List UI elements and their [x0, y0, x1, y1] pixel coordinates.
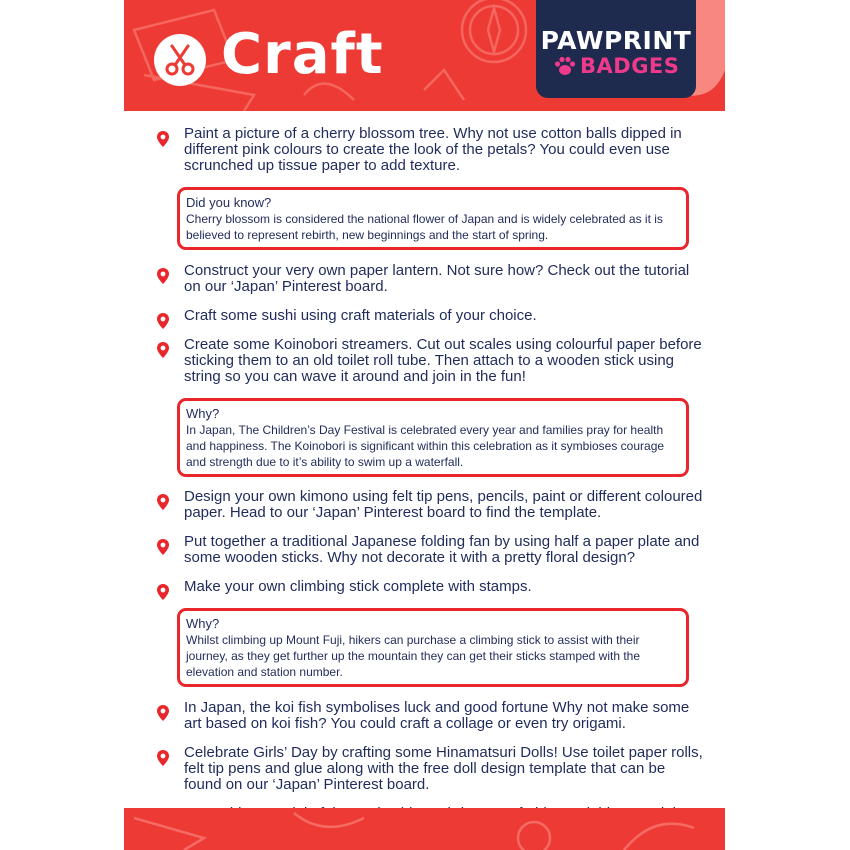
item-text: Paint a picture of a cherry blossom tree. Why not use cotton balls dipped in different pink colours to create the look of the petals? You could even use scrunched up tissue paper to add texture. [184, 125, 682, 174]
logo-line1: PAWPRINT [540, 26, 692, 55]
map-pin-icon [156, 267, 170, 285]
note-title: Why? [186, 616, 220, 631]
map-pin-icon [156, 130, 170, 148]
scissors-icon [163, 43, 197, 77]
scissors-icon-badge [154, 34, 206, 86]
map-pin-icon [156, 493, 170, 511]
note-title: Did you know? [186, 195, 272, 210]
pawprint-badges-logo [536, 0, 696, 98]
map-pin-icon [156, 312, 170, 330]
item-text: Create some Koinobori streamers. Cut out scales using colourful paper before sticking them to an old toilet roll tube. Then attach to a wooden stick using string so you can wave it around and join in the fun! [184, 336, 702, 385]
footer-banner [124, 808, 725, 850]
item-text: Put together a traditional Japanese folding fan by using half a paper plate and some wooden sticks. Why not decorate it with a pretty floral design? [184, 533, 700, 566]
map-pin-icon [156, 749, 170, 767]
list-item [124, 745, 725, 793]
activity-list [124, 126, 725, 822]
note-title: Why? [186, 406, 220, 421]
why-box [177, 398, 689, 477]
logo-line2: BADGES [580, 54, 680, 78]
list-item [124, 489, 725, 521]
item-text: Make your own climbing stick complete with stamps. [184, 578, 532, 595]
item-text: In Japan, the koi fish symbolises luck and good fortune Why not make some art based on koi fish? You could craft a collage or even try origami. [184, 699, 690, 732]
did-you-know-box [177, 187, 689, 250]
header-banner [124, 0, 725, 111]
item-text: Construct your very own paper lantern. Not sure how? Check out the tutorial on our ‘Japan’ Pinterest board. [184, 262, 690, 295]
footer-decoration [124, 808, 725, 850]
list-item [124, 579, 725, 595]
item-text: Design your own kimono using felt tip pens, pencils, paint or different coloured paper. Head to our ‘Japan’ Pinterest board to find the template. [184, 488, 703, 521]
list-item [124, 308, 725, 324]
map-pin-icon [156, 538, 170, 556]
paw-icon [554, 56, 576, 76]
list-item [124, 534, 725, 566]
note-body: Cherry blossom is considered the national flower of Japan and is widely celebrated as it is believed to represent rebirth, new beginnings and the start of spring. [186, 212, 663, 242]
page-title: Craft [221, 22, 384, 87]
list-item [124, 126, 725, 174]
list-item [124, 700, 725, 732]
note-body: In Japan, The Children’s Day Festival is celebrated every year and families pray for health and happiness. The Koinobori is significant within this celebration as it symbioses courage and strength due to it’s ability to swim up a waterfall. [186, 423, 665, 469]
item-text: Celebrate Girls’ Day by crafting some Hinamatsuri Dolls! Use toilet paper rolls, felt tip pens and glue along with the free doll design template that can be found on our ‘Japan’ Pinterest board. [184, 744, 703, 793]
list-item [124, 263, 725, 295]
why-box [177, 608, 689, 687]
map-pin-icon [156, 341, 170, 359]
map-pin-icon [156, 583, 170, 601]
page [124, 0, 725, 850]
note-body: Whilst climbing up Mount Fuji, hikers can purchase a climbing stick to assist with their journey, as they get further up the mountain they can get their sticks stamped with the elevation and station number. [186, 633, 641, 679]
list-item [124, 337, 725, 385]
item-text: Craft some sushi using craft materials of your choice. [184, 307, 537, 324]
map-pin-icon [156, 704, 170, 722]
